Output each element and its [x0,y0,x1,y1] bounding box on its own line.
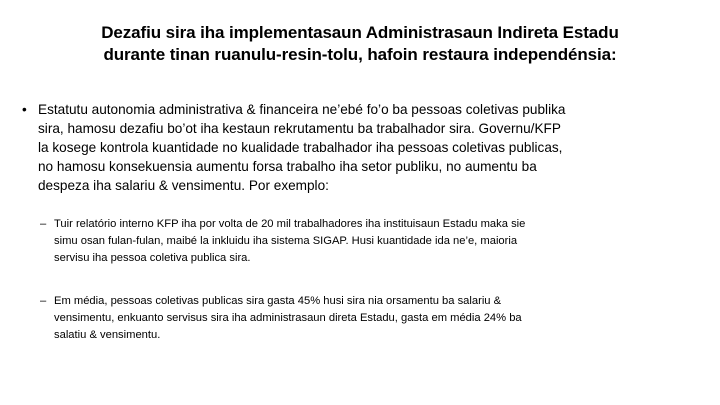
sub-bullet-text [54,216,690,267]
slide-title-line: durante tinan ruanulu-resin-tolu, hafoin restaura independénsia: [103,45,617,64]
sub-bullet-text [54,293,690,344]
sub-bullet-marker: – [40,218,47,230]
bullet-marker: • [22,102,27,117]
main-bullet-line: Estatutu autonomia administrativa & financeira ne’ebé fo’o ba pessoas coletivas publika [38,102,566,117]
main-bullet-line: sira, hamosu dezafiu bo’ot iha kestaun rekrutamentu ba trabalhador sira. Governu/KFP [38,121,561,136]
sub-bullet-salary-share [40,293,690,344]
main-bullet [22,100,702,195]
sub-bullet-line: servisu iha pessoa coletiva publica sira. [54,252,251,264]
slide-title-line: Dezafiu sira iha implementasaun Administrasaun Indireta Estadu [101,23,619,42]
sub-bullet-line: simu osan fulan-fulan, maibé la inkluidu iha sistema SIGAP. Husi kuantidade ida ne’e, maioria [54,235,518,247]
sub-bullet-line: vensimentu, enkuanto servisus sira iha administrasaun direta Estadu, gasta em média 24% ba [54,312,522,324]
sub-bullet-marker: – [40,295,47,307]
main-bullet-line: no hamosu konsekuensia aumentu forsa trabalho iha setor publiku, no aumentu ba [38,159,537,174]
main-bullet-line: la kosege kontrola kuantidade no kualidade trabalhador iha pessoas coletivas publicas, [38,140,563,155]
sub-bullet-line: salatiu & vensimentu. [54,329,161,341]
slide-title [40,22,680,66]
main-bullet-line: despeza iha salariu & vensimentu. Por exemplo: [38,178,329,193]
sub-bullet-line: Tuir relatório interno KFP iha por volta de 20 mil trabalhadores iha instituisaun Estadu maka sie [54,218,526,230]
sub-bullet-kfp-report [40,216,690,267]
sub-bullet-line: Em média, pessoas coletivas publicas sira gasta 45% husi sira nia orsamentu ba salariu & [54,295,502,307]
main-bullet-text [38,100,702,195]
